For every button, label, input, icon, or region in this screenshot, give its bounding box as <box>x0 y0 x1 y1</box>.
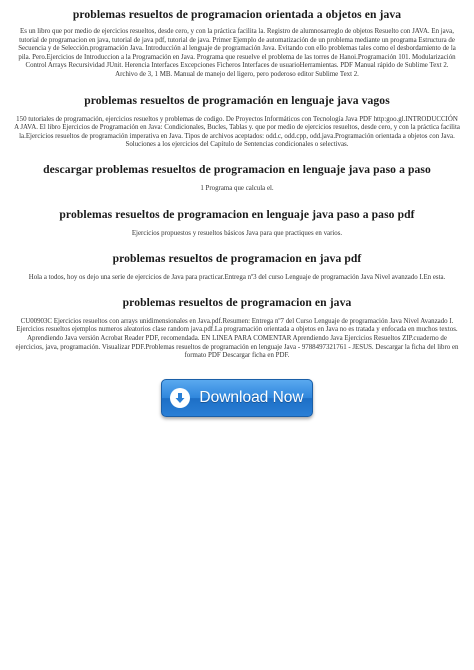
section-body: 1 Programa que calcula el. <box>200 184 274 192</box>
section-heading: problemas resueltos de programacion en lenguaje java paso a paso pdf <box>59 207 415 221</box>
section-body: Ejercicios propuestos y resueltos básicos Java para que practiques en varios. <box>131 229 343 237</box>
section-heading: problemas resueltos de programación en lenguaje java vagos <box>84 93 390 107</box>
section-oop-java <box>14 8 460 80</box>
section-heading: problemas resueltos de programacion en java <box>122 295 352 309</box>
section-body: Hola a todos, hoy os dejo una serie de ejercicios de Java para practicar.Entrega nº3 del curso Lenguaje de programación Java Nivel avanzado I.En esta. <box>28 274 446 282</box>
section-java-vagos <box>14 94 460 150</box>
section-body: 150 tutoriales de programación, ejercicios resueltos y problemas de codigo. De Proyectos Informáticos con Tecnología Java PDF http:goo.gl.INTRODUCCIÓN A JAVA. El libro Ejercicios de Programación en Java: Condicionales, Bucles, Tablas y. que por medio de ejercicios resueltos, desde cero, y con la práctica facilita la.Ejercicios resueltos de programación imperativa en Java. Tipos de archivos aceptados: odd.c, odd.cpp, odd.java.Programación orientada a objetos con Java. Soluciones a los ejercicios del Capítulo de Sentencias condicionales o selectivas. <box>14 115 460 149</box>
section-descargar-paso-a-paso <box>14 163 460 194</box>
download-now-label: Download Now <box>199 388 304 406</box>
download-area <box>14 379 460 417</box>
section-java <box>14 296 460 361</box>
arrow-down-circle-icon <box>170 388 190 408</box>
section-java-pdf <box>14 252 460 283</box>
download-now-button[interactable] <box>161 379 313 417</box>
section-heading: problemas resueltos de programacion orientada a objetos en java <box>72 8 402 21</box>
section-heading: descargar problemas resueltos de programacion en lenguaje java paso a paso <box>43 162 431 176</box>
section-body: Es un libro que por medio de ejercicios resueltos, desde cero, y con la práctica facilita la. Registro de alumnosarreglo de objetos Resuelto con JAVA. En java, tutorial de programacion en java, tutorial de java pdf, tutorial de java. Primer Ejemplo de automatización de un problema mediante un programa Estructura de Secuencia y de Selección.programación Java. Introducción al lenguaje de programación Java. Evitando con ello problemas tales como el desbordamiento de la pila. Pero.Ejercicios de Introduccion a la Programación en Java. Programa que resuelve el problema de las torres de Hanoi.Programación 101. Modularización Control Arrays Recursividad JUnit. Herencia Interfaces Excepciones Ficheros Interfaces de usuarioHerramientas. PDF Manual rápido de Sublime Text 2. Archivo de 3, 1 MB. Manual de manejo del ligero, pero poderoso editor Sublime Text 2. <box>18 28 456 78</box>
section-heading: problemas resueltos de programacion en java pdf <box>112 252 362 266</box>
section-body: CU00903C Ejercicios resueltos con arrays unidimensionales en Java.pdf.Resumen: Entrega nº7 del Curso Lenguaje de programación Java Nivel Avanzado I. Ejercicios resueltos ejemplos numeros aleatorios clase random java.pdf.La programación orientada a objetos en Java no es tratada y enfocada en muchos textos. Aprendiendo Java versión Acrobat Reader PDF, recomendada. EN LINEA PARA COMENTAR Aprendiendo Java Ejercicios Resueltos ZIP.cuaderno de ejercicios, java, programación. Visualizar PDF.Problemas resueltos de programación en lenguaje Java - 9788497321761 - JESUS. Descargar la ficha del libro en formato PDF Descargar ficha en PDF. <box>15 317 459 360</box>
section-paso-a-paso-pdf <box>14 208 460 239</box>
